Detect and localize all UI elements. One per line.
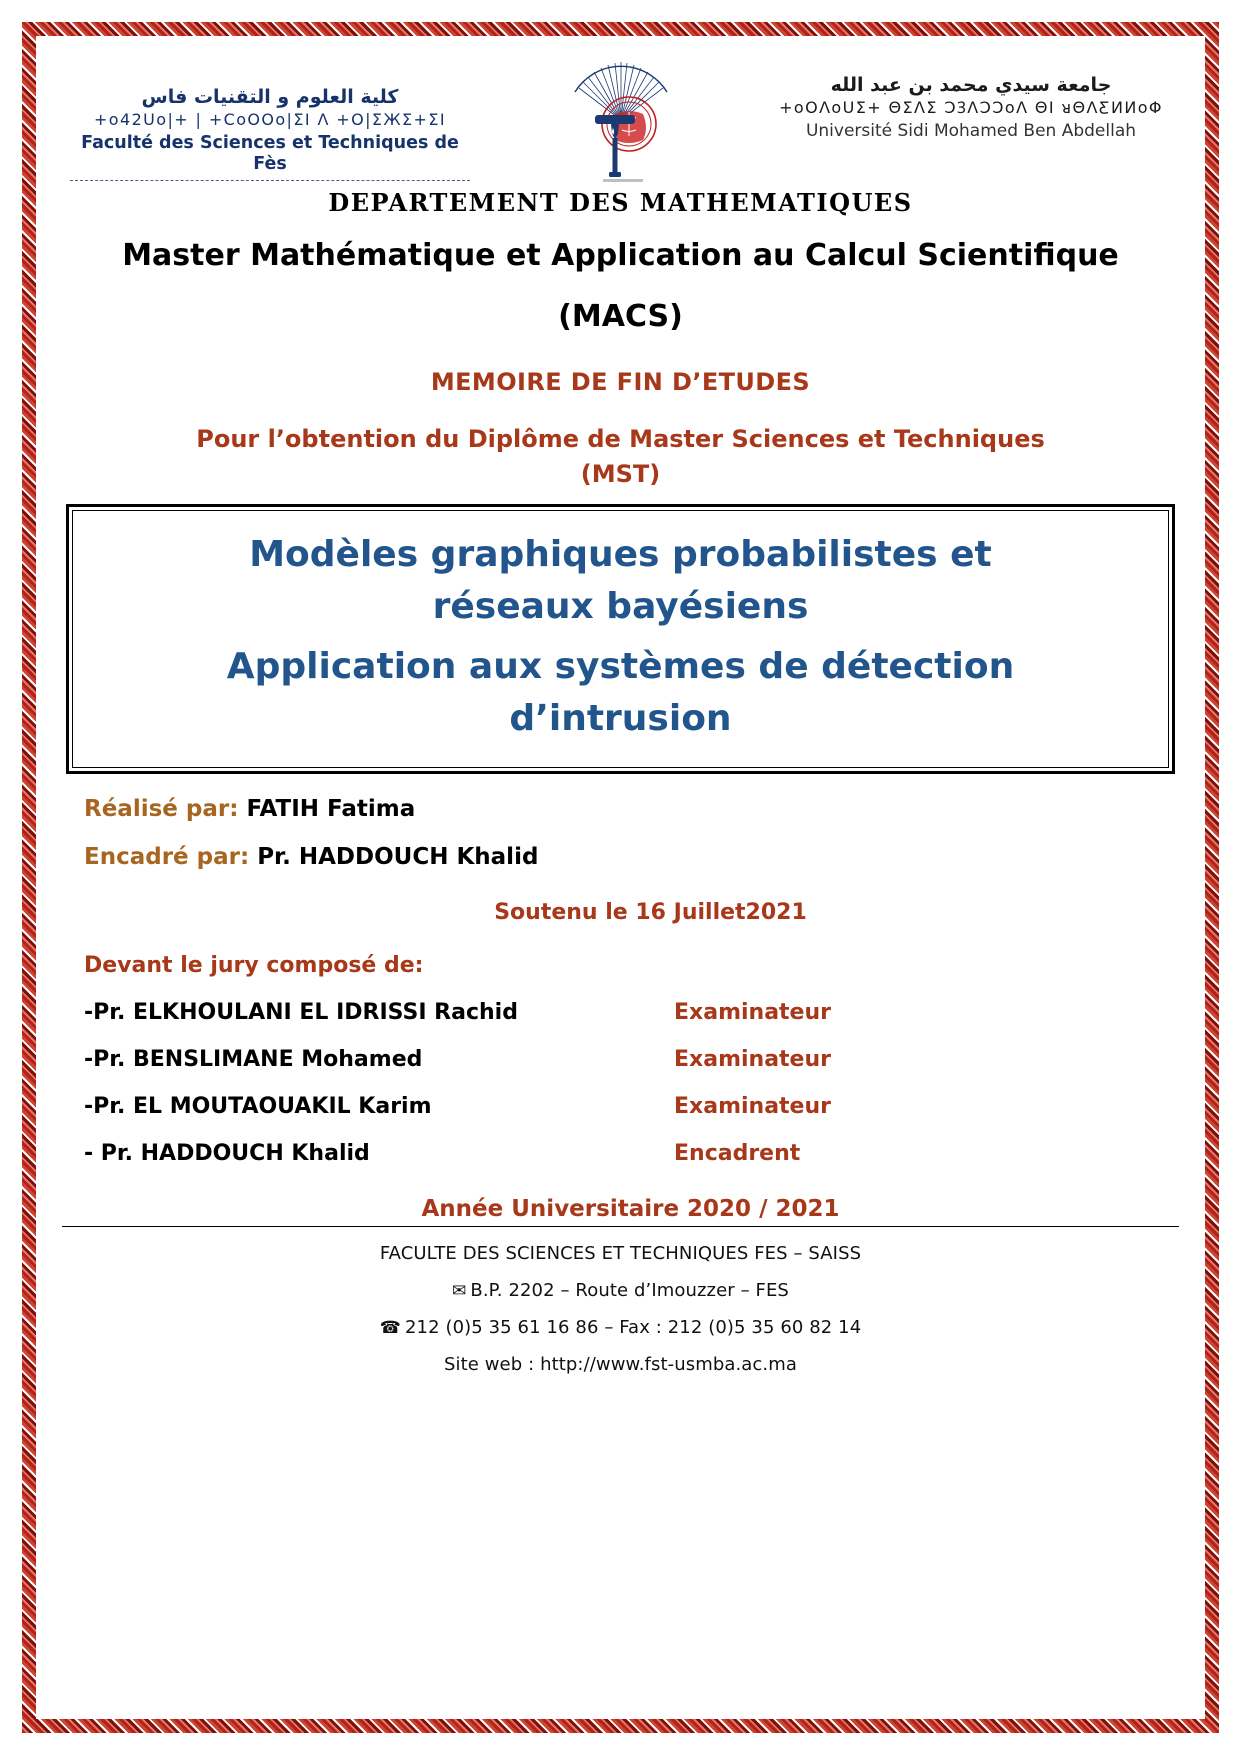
footer-institution: FACULTE DES SCIENCES ET TECHNIQUES FES – SAISS <box>379 1243 862 1265</box>
thesis-title-line-2: réseaux bayésiens <box>432 585 809 627</box>
header-faculty-block <box>70 58 470 181</box>
department-title: DEPARTEMENT DES MATHEMATIQUES <box>328 188 913 217</box>
obtention-text <box>48 422 1193 492</box>
jury-member-name: -Pr. EL MOUTAOUAKIL Karim <box>84 1094 432 1120</box>
jury-member-name: - Pr. HADDOUCH Khalid <box>84 1141 370 1167</box>
envelope-icon: ✉ <box>452 1281 467 1302</box>
supervisor-name: Pr. HADDOUCH Khalid <box>257 844 539 871</box>
jury-row <box>84 1141 1153 1166</box>
telephone-icon: ☎ <box>379 1318 401 1339</box>
jury-heading: Devant le jury composé de: <box>84 953 424 979</box>
thesis-title-line-4: d’intrusion <box>509 698 732 740</box>
jury-member-name: -Pr. ELKHOULANI EL IDRISSI Rachid <box>84 1000 518 1026</box>
defense-date: Soutenu le 16 Juillet2021 <box>494 900 807 926</box>
jury-member-role: Examinateur <box>674 1000 831 1026</box>
jury-member-role: Encadrent <box>674 1141 801 1167</box>
author-name: FATIH Fatima <box>246 796 416 823</box>
footer-phone: 212 (0)5 35 61 16 86 – Fax : 212 (0)5 35 60 82 14 <box>404 1317 862 1339</box>
footer-phone-row <box>48 1317 1193 1338</box>
thesis-title-box-inner <box>72 510 1169 769</box>
faculty-name-french: Faculté des Sciences et Techniques de Fès <box>81 133 459 174</box>
header-left-divider <box>70 180 470 181</box>
academic-year: Année Universitaire 2020 / 2021 <box>421 1196 840 1223</box>
credit-row-supervisor <box>84 844 1193 870</box>
university-name-arabic: جامعة سيدي محمد بن عبد الله <box>830 74 1112 96</box>
faculty-name-tifinagh: +o42Uo|+ | +CoOOo|ΣI Λ +O|ΣЖΣ+ΣI <box>94 110 446 130</box>
university-emblem-icon <box>567 58 675 184</box>
header-university-block <box>771 58 1171 141</box>
footer-divider <box>62 1226 1179 1227</box>
jury-member-role: Examinateur <box>674 1094 831 1120</box>
jury-row <box>84 1094 1153 1119</box>
jury-member-role: Examinateur <box>674 1047 831 1073</box>
page-header <box>48 44 1193 176</box>
jury-row <box>84 1047 1153 1072</box>
thesis-title-box <box>66 504 1175 775</box>
author-label: Réalisé par: <box>84 796 239 823</box>
credit-row-author <box>84 796 1193 822</box>
footer-address-row <box>48 1280 1193 1301</box>
program-abbreviation: (MACS) <box>558 299 683 334</box>
jury-member-name: -Pr. BENSLIMANE Mohamed <box>84 1047 423 1073</box>
obtention-line-1: Pour l’obtention du Diplôme de Master Sciences et Techniques <box>196 425 1045 453</box>
footer-website: Site web : http://www.fst-usmba.ac.ma <box>443 1354 798 1376</box>
university-name-tifinagh: +oOΛoUΣ+ ΘΣΛΣ ƆꝪΛƆƆoΛ ΘI ᴚΘΛƸИИoΦ <box>779 98 1163 118</box>
jury-list <box>48 1000 1193 1166</box>
thesis-title-line-3: Application aux systèmes de détection <box>226 645 1015 687</box>
university-name-french: Université Sidi Mohamed Ben Abdellah <box>805 121 1137 142</box>
jury-row <box>84 1000 1153 1025</box>
faculty-name-arabic: كلية العلوم و التقنيات فاس <box>141 86 399 108</box>
footer-address: B.P. 2202 – Route d’Imouzzer – FES <box>470 1280 789 1302</box>
thesis-title-spacer <box>93 633 1148 641</box>
obtention-line-2: (MST) <box>580 459 661 488</box>
page-content <box>48 44 1193 1711</box>
memoire-label: MEMOIRE DE FIN D’ETUDES <box>430 368 811 396</box>
thesis-title-line-1: Modèles graphiques probabilistes et <box>249 533 992 575</box>
supervisor-label: Encadré par: <box>84 844 250 871</box>
program-title: Master Mathématique et Application au Calcul Scientifique <box>122 238 1119 273</box>
credits-section <box>48 796 1193 870</box>
